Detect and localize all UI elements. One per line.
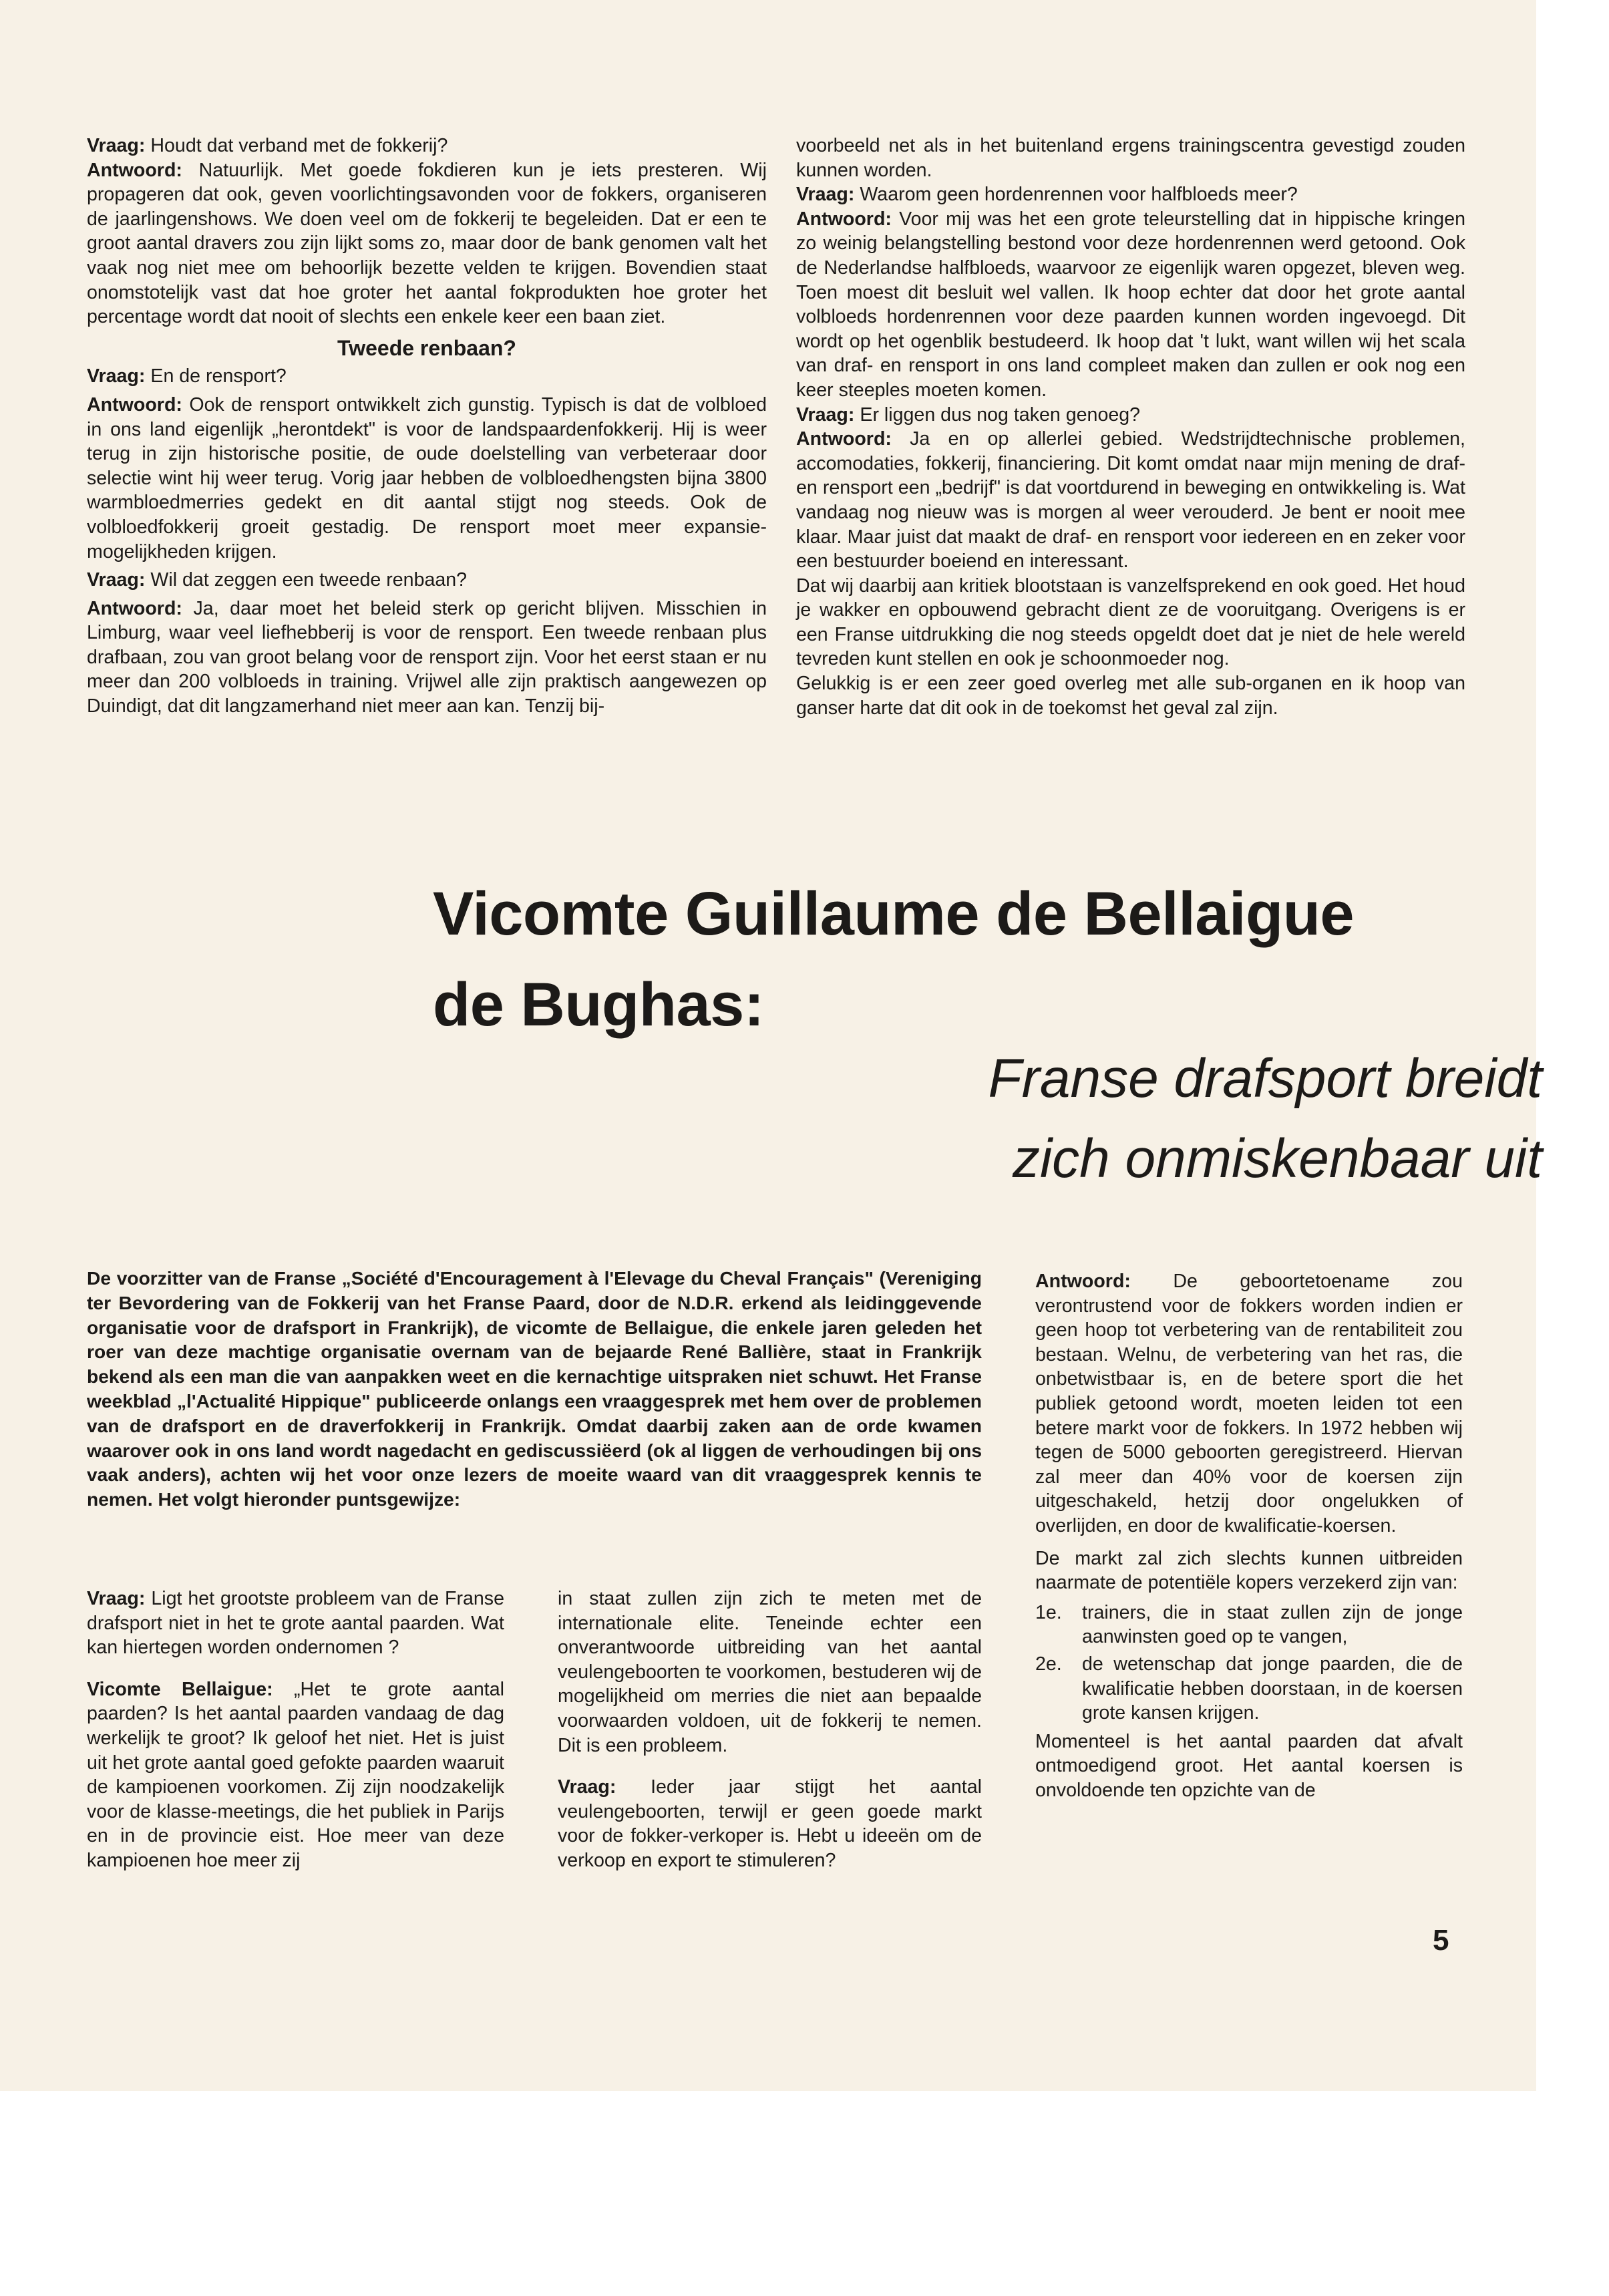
paragraph: Vraag: Ligt het grootste probleem van de Franse drafsport niet in het te grote aantal paarden. Wat kan hiertegen worden ondernomen ?	[87, 1588, 504, 1659]
paragraph: Vraag: Wil dat zeggen een tweede renbaan?	[87, 569, 468, 591]
article-subtitle-line: Franse drafsport breidt	[988, 1048, 1542, 1109]
requirements-list	[1035, 1601, 1463, 1726]
paragraph: Antwoord: Ook de rensport ontwikkelt zich gunstig. Typisch is dat de volbloed in ons land eigenlijk „herontdekt" is voor de landspaardenfokkerij. Hij is weer terug in zijn historische positie, de oude doelstelling van verbeteraar door selectie wint hij weer terug. Vorig jaar hebben de volbloedhengsten bijna 3800 warmbloedmerries gedekt en dit aantal stijgt nog steeds. Ook de volbloedfokkerij groeit gestadig. De rensport moet meer expansie-mogelijkheden krijgen.	[87, 393, 767, 562]
bottom-column-3	[1035, 1269, 1463, 1802]
paragraph: Antwoord: Ja en op allerlei gebied. Wedstrijdtechnische problemen, accomodaties, fokkerij, financiering. Dit komt omdat naar mijn mening de draf- en rensport een „bedrijf" is dat voortdurend in beweging en ontwikkeling is. Wat vandaag nog nieuw was is morgen al weer verouderd. Je bent er nooit mee klaar. Maar juist dat maakt de draf- en rensport voor iedereen en en zeker voor een bestuurder boeiend en interessant.	[796, 428, 1465, 572]
paragraph: De markt zal zich slechts kunnen uitbreiden naarmate de potentiële kopers verzekerd zijn van:	[1035, 1547, 1463, 1594]
article-title	[433, 868, 1354, 1050]
article-subtitle-line: zich onmiskenbaar uit	[1012, 1128, 1542, 1189]
paragraph: in staat zullen zijn zich te meten met de internationale elite. Teneinde echter een onverantwoorde uitbreiding van het aantal veulengeboorten te voorkomen, bestuderen wij de mogelijkheid om merries die niet aan bepaalde voorwaarden voldoen, uit de fokkerij te nemen. Dit is een probleem.	[558, 1588, 982, 1756]
list-item: 1e. trainers, die in staat zullen zijn de jonge aanwinsten goed op te vangen,	[1035, 1601, 1463, 1648]
paragraph: Vraag: Houdt dat verband met de fokkerij?	[87, 135, 448, 156]
paragraph: Vraag: En de rensport?	[87, 365, 287, 387]
section-subheading: Tweede renbaan?	[337, 335, 516, 360]
paragraph: Antwoord: De geboortetoename zou verontrustend voor de fokkers worden indien er geen hoop tot verbetering van de rentabiliteit zou bestaan. Welnu, de verbetering van het ras, die onbetwistbaar is, en de betere sport die het publiek getoond wordt, moeten leiden tot een betere markt voor de fokkers. In 1972 hebben wij tegen de 5000 geboorten geregistreerd. Hiervan zal meer dan 40% voor de koersen zijn uitgeschakeld, hetzij door ongelukken of overlijden, en door de kwalificatie-koersen.	[1035, 1271, 1463, 1536]
paragraph: Antwoord: Natuurlijk. Met goede fokdieren kun je iets presteren. Wij propageren dat ook, geven voorlichtingsavonden voor de fokkers, organiseren de jaarlingenshows. We doen veel om de fokkerij te begeleiden. Dat er een te groot aantal dravers zou zijn lijkt soms zo, maar door de bank genomen valt het vaak nog niet mee om behoorlijk bezette velden te krijgen. Bovendien staat onomstotelijk vast dat hoe groter het aantal fokprodukten hoe groter het percentage wordt dat nooit of slechts een enkele keer een baan ziet.	[87, 159, 767, 328]
paragraph: Vraag: Waarom geen hordenrennen voor halfbloeds meer?	[796, 184, 1298, 206]
paragraph: Momenteel is het aantal paarden dat afvalt ontmoedigend groot. Het aantal koersen is onvoldoende ten opzichte van de	[1035, 1730, 1463, 1801]
paragraph: Vraag: Ieder jaar stijgt het aantal veulengeboorten, terwijl er geen goede markt voor de fokker-verkoper is. Hebt u ideeën om de verkoop en export te stimuleren?	[558, 1776, 982, 1871]
paragraph: Antwoord: Voor mij was het een grote teleurstelling dat in hippische kringen zo weinig belangstelling bestond voor deze hordenrennen werd getoond. Ook de Nederlandse halfbloeds, waarvoor ze eigenlijk waren opgezet, bleven weg. Toen moest dit besluit wel vallen. Ik hoop echter dat door het grote aantal volbloeds hordenrennen voor deze paarden kunnen worden ingevoegd. Dit wordt op het ogenblik bestudeerd. Ik hoop dat 't lukt, want willen wij het scala van draf- en rensport in ons land compleet maken dan zullen er ook nog een keer steeples moeten komen.	[796, 208, 1465, 401]
bottom-column-1	[87, 1587, 504, 1873]
paragraph: Gelukkig is er een zeer goed overleg met alle sub-organen en ik hoop van ganser harte dat dit ook in de toekomst het geval zal zijn.	[796, 673, 1465, 719]
top-right-column	[796, 134, 1465, 720]
paragraph: voorbeeld net als in het buitenland ergens trainingscentra gevestigd zouden kunnen worden.	[796, 135, 1465, 181]
page-number: 5	[1433, 1924, 1449, 1957]
paragraph: Vraag: Er liggen dus nog taken genoeg?	[796, 403, 1141, 426]
article-intro: De voorzitter van de Franse „Société d'Encouragement à l'Elevage du Cheval Français" (Vereniging ter Bevordering van de Fokkerij van het Franse Paard, door de N.D.R. erkend als leidinggevende organisatie voor de drafsport in Frankrijk), de vicomte de Bellaigue, die enkele jaren geleden het roer van deze machtige organisatie overnam van de bejaarde René Ballière, staat in Frankrijk bekend als een man die van aanpakken weet en die kernachtige uitspraken niet schuwt. Het Franse weekblad „l'Actualité Hippique" publiceerde onlangs een vraaggesprek met hem over de problemen van de drafsport en de draverfokkerij in Frankrijk. Omdat daarbij zaken aan de orde kwamen waarover ook in ons land wordt nagedacht en gediscussiëerd (ok al liggen de verhoudingen bij ons vaak anders), achten wij het voor onze lezers de moeite waard van dit vraaggesprek kennis te nemen. Het volgt hieronder puntsgewijze:	[87, 1267, 982, 1510]
paragraph: Antwoord: Ja, daar moet het beleid sterk op gericht blijven. Misschien in Limburg, waar veel liefhebberij is voor de rensport. Een tweede renbaan plus drafbaan, zou van groot belang voor de rensport zijn. Voor het eerst staan er nu meer dan 200 volbloeds in training. Vrijwel alle zijn praktisch aangewezen op Duindigt, dat dit langzamerhand niet meer aan kan. Tenzij bij-	[87, 597, 767, 717]
bottom-column-2	[558, 1587, 982, 1873]
article-title-line: de Bughas:	[433, 971, 764, 1039]
top-left-column	[87, 134, 767, 719]
paragraph: Dat wij daarbij aan kritiek blootstaan is vanzelfsprekend en ook goed. Het houd je wakker en opbouwend gebracht dient ze de vooruitgang. Overigens is er een Franse uitdrukking die nog steeds opgeldt doet dat je niet de hele wereld tevreden kunt stellen en ook je schoonmoeder nog.	[796, 575, 1465, 670]
article-title-line: Vicomte Guillaume de Bellaigue	[433, 880, 1355, 948]
list-item: 2e. de wetenschap dat jonge paarden, die de kwalificatie hebben doorstaan, in de koersen grote kansen krijgen.	[1035, 1653, 1463, 1724]
paragraph: Vicomte Bellaigue: „Het te grote aantal paarden? Is het aantal paarden vandaag de dag werkelijk te groot? Ik geloof het niet. Het is juist uit het grote aantal goed gefokte paarden waaruit de kampioenen voorkomen. Zij zijn noodzakelijk voor de klasse-meetings, die het publiek in Parijs en in de provincie eist. Hoe meer van deze kampioenen hoe meer zij	[87, 1678, 504, 1871]
article-subtitle	[989, 1039, 1543, 1199]
